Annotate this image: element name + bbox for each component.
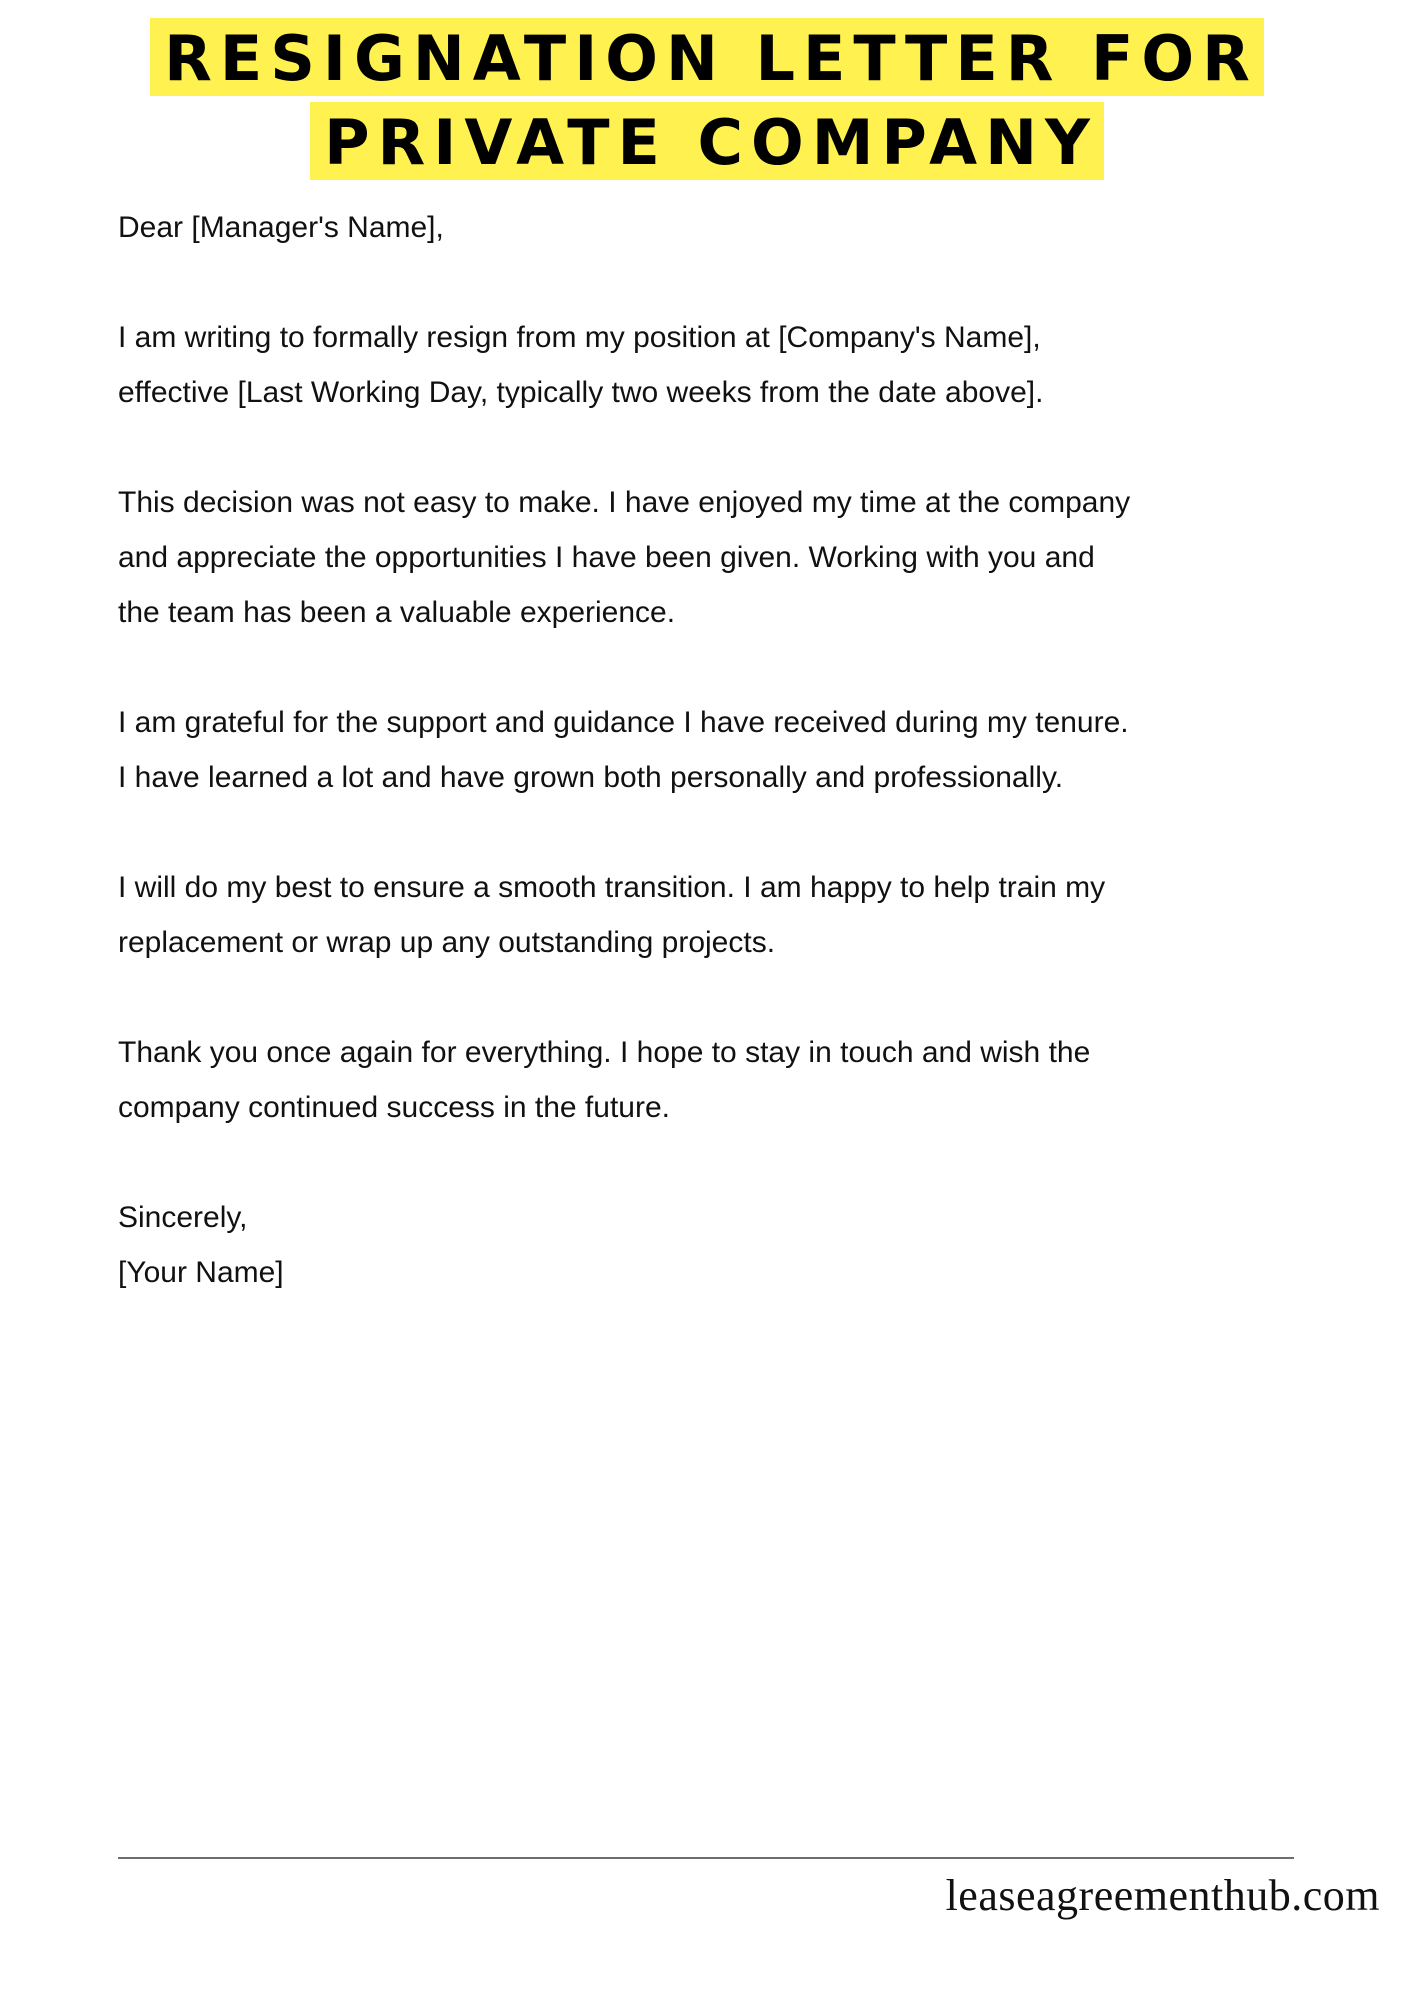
- paragraph-line: Thank you once again for everything. I hope to stay in touch and wish the: [118, 1036, 1091, 1069]
- paragraph-5: [118, 1025, 1318, 1135]
- footer-brand-logo: leaseagreementhub.com: [945, 1871, 1380, 1920]
- paragraph-4: [118, 860, 1318, 970]
- title-line-2: PRIVATE COMPANY: [310, 102, 1104, 180]
- footer-divider: [118, 1857, 1294, 1859]
- paragraph-3: [118, 695, 1318, 805]
- paragraph-line: This decision was not easy to make. I have enjoyed my time at the company: [118, 486, 1131, 519]
- paragraph-line: effective [Last Working Day, typically two weeks from the date above].: [118, 376, 1044, 409]
- letter-body: [118, 200, 1318, 1300]
- title-line-1: RESIGNATION LETTER FOR: [150, 18, 1264, 96]
- paragraph-line: I am grateful for the support and guidance I have received during my tenure.: [118, 706, 1129, 739]
- paragraph-line: replacement or wrap up any outstanding projects.: [118, 926, 776, 959]
- paragraph-line: company continued success in the future.: [118, 1091, 670, 1124]
- closing: Sincerely,: [118, 1201, 248, 1234]
- paragraph-line: I will do my best to ensure a smooth transition. I am happy to help train my: [118, 871, 1106, 904]
- paragraph-line: I am writing to formally resign from my position at [Company's Name],: [118, 321, 1041, 354]
- document-title: [0, 18, 1414, 186]
- paragraph-line: the team has been a valuable experience.: [118, 596, 676, 629]
- paragraph-1: [118, 310, 1318, 420]
- paragraph-line: and appreciate the opportunities I have been given. Working with you and: [118, 541, 1095, 574]
- salutation: Dear [Manager's Name],: [118, 211, 444, 244]
- signature-placeholder: [Your Name]: [118, 1256, 284, 1289]
- paragraph-line: I have learned a lot and have grown both personally and professionally.: [118, 761, 1064, 794]
- paragraph-2: [118, 475, 1318, 640]
